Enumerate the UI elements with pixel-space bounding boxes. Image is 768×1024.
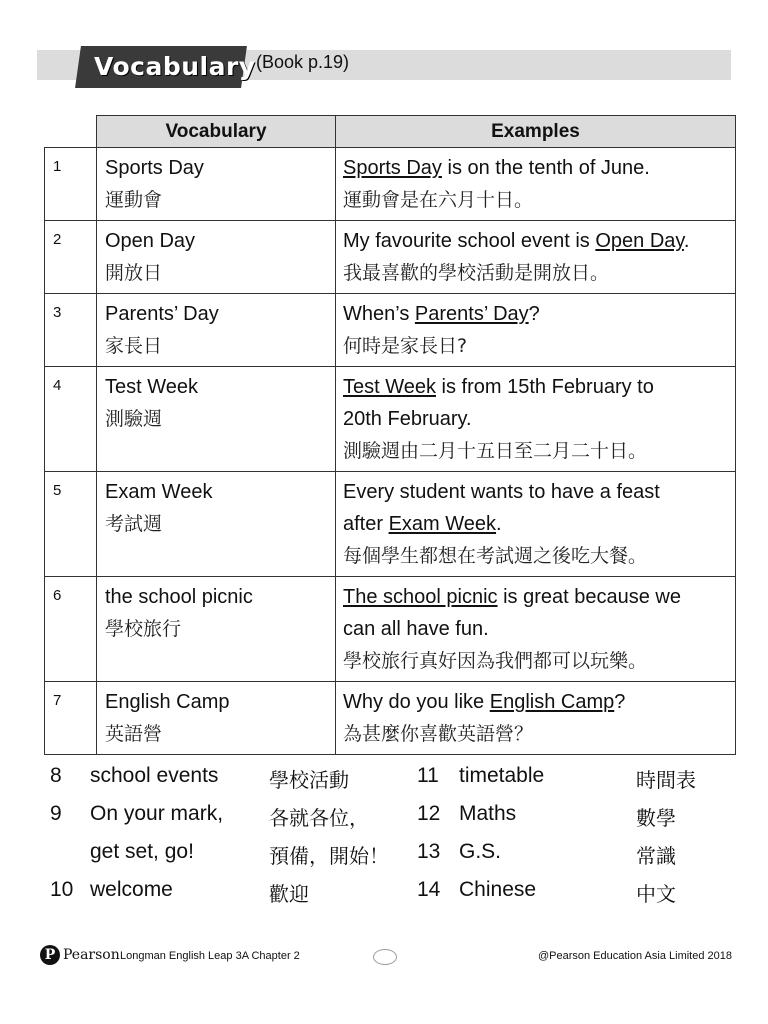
vocab-english: Open Day [105,230,196,252]
vocabulary-table [44,115,736,755]
example-text: . [683,230,690,252]
example-text: is on the tenth of June. [441,157,650,179]
section-title: Vocabulary [94,52,256,81]
vocab-english: Sports Day [105,157,204,179]
vocab-column-header: Vocabulary [97,116,336,148]
example-chinese: 何時是家長日? [343,335,468,357]
vocab-cell [97,682,336,755]
list-c1: 各就各位， [269,806,369,830]
example-keyword: Exam Week [388,513,497,535]
example-line [343,152,728,184]
list-w1: get set, go! [90,840,194,863]
table-row [45,294,736,367]
table-row [45,577,736,682]
row-number: 7 [45,682,97,755]
example-line [343,613,728,645]
list-n2: 12 [417,802,441,825]
vocab-chinese: 考試週 [105,513,163,535]
list-n1: 8 [50,764,62,787]
copyright: @Pearson Education Asia Limited 2018 [537,950,732,962]
list-w1: On your mark, [90,802,224,825]
example-keyword: Sports Day [343,157,442,179]
examples-column-header: Examples [336,116,736,148]
example-keyword: Open Day [595,230,684,252]
vocab-chinese: 家長日 [105,335,163,357]
example-line [343,581,728,613]
book-reference: (Book p.19) [256,52,350,72]
list-w2: Maths [459,802,517,825]
example-text: My favourite school event is [343,230,596,252]
book-title: Longman English Leap 3A Chapter 2 [120,950,300,962]
example-line [343,225,728,257]
example-chinese: 每個學生都想在考試週之後吃大餐。 [343,545,648,567]
section-title-tag [75,46,256,88]
extra-vocab-list [44,758,744,910]
list-item [44,834,744,872]
table-row [45,221,736,294]
list-c1: 學校活動 [269,768,349,792]
list-c1: 歡迎 [269,882,309,906]
example-text: . [496,513,502,535]
vocab-english: Exam Week [105,481,213,503]
table-row [45,472,736,577]
example-cell [336,148,736,221]
list-c1: 預備，開始！ [269,844,389,868]
list-w2: timetable [459,764,545,787]
vocab-chinese: 測驗週 [105,408,163,430]
table-row [45,367,736,472]
example-cell [336,367,736,472]
vocab-cell [97,294,336,367]
example-text: is from 15th February to [436,376,654,398]
row-number: 6 [45,577,97,682]
example-text: ? [614,691,626,713]
example-chinese: 測驗週由二月十五日至二月二十日。 [343,440,648,462]
vocab-english: the school picnic [105,586,253,608]
vocab-chinese: 開放日 [105,262,163,284]
example-text: Every student wants to have a feast [343,481,660,503]
list-item [44,758,744,796]
example-text: after [343,513,389,535]
pearson-logo-icon: P [40,945,60,965]
example-line [343,298,728,330]
example-text: 20th February. [343,408,472,430]
row-number: 4 [45,367,97,472]
vocab-cell [97,221,336,294]
vocab-chinese: 英語營 [105,723,163,745]
example-text: Why do you like [343,691,490,713]
list-c2: 常識 [636,844,676,868]
example-cell [336,472,736,577]
vocab-chinese: 運動會 [105,189,163,211]
example-text: is great because we [497,586,681,608]
example-text: ? [528,303,540,325]
row-number: 1 [45,148,97,221]
example-chinese: 為甚麼你喜歡英語營？ [343,723,534,745]
list-n2: 14 [417,878,441,901]
example-cell [336,577,736,682]
example-text: can all have fun. [343,618,489,640]
row-number: 5 [45,472,97,577]
footer [40,945,732,967]
example-cell [336,294,736,367]
example-line [343,403,728,435]
example-chinese: 運動會是在六月十日。 [343,189,534,211]
list-c2: 中文 [636,882,676,906]
vocab-cell [97,148,336,221]
list-c2: 時間表 [636,768,696,792]
example-keyword: Parents’ Day [414,303,529,325]
example-line [343,508,728,540]
row-number: 2 [45,221,97,294]
example-text: When’s [343,303,415,325]
example-keyword: The school picnic [343,586,498,608]
example-keyword: Test Week [343,376,436,398]
example-chinese: 我最喜歡的學校活動是開放日。 [343,262,610,284]
vocab-cell [97,367,336,472]
vocab-english: Test Week [105,376,198,398]
example-line [343,476,728,508]
vocab-english: English Camp [105,691,230,713]
table-row [45,682,736,755]
table-row [45,148,736,221]
list-item [44,872,744,910]
list-n1: 10 [50,878,74,901]
vocab-english: Parents’ Day [105,303,219,325]
example-cell [336,682,736,755]
list-w2: Chinese [459,878,537,901]
list-n1: 9 [50,802,62,825]
example-keyword: English Camp [489,691,615,713]
list-c2: 數學 [636,806,676,830]
list-n2: 11 [417,764,439,787]
example-cell [336,221,736,294]
list-w1: welcome [90,878,173,901]
list-w1: school events [90,764,219,787]
blank-header [45,116,97,148]
row-number: 3 [45,294,97,367]
list-item [44,796,744,834]
vocab-cell [97,577,336,682]
vocab-chinese: 學校旅行 [105,618,182,640]
pearson-logo-text: Pearson [63,947,120,963]
vocab-cell [97,472,336,577]
page-marker-icon [373,949,397,965]
list-n2: 13 [417,840,441,863]
example-chinese: 學校旅行真好因為我們都可以玩樂。 [343,650,648,672]
list-w2: G.S. [459,840,502,863]
example-line [343,371,728,403]
example-line [343,686,728,718]
